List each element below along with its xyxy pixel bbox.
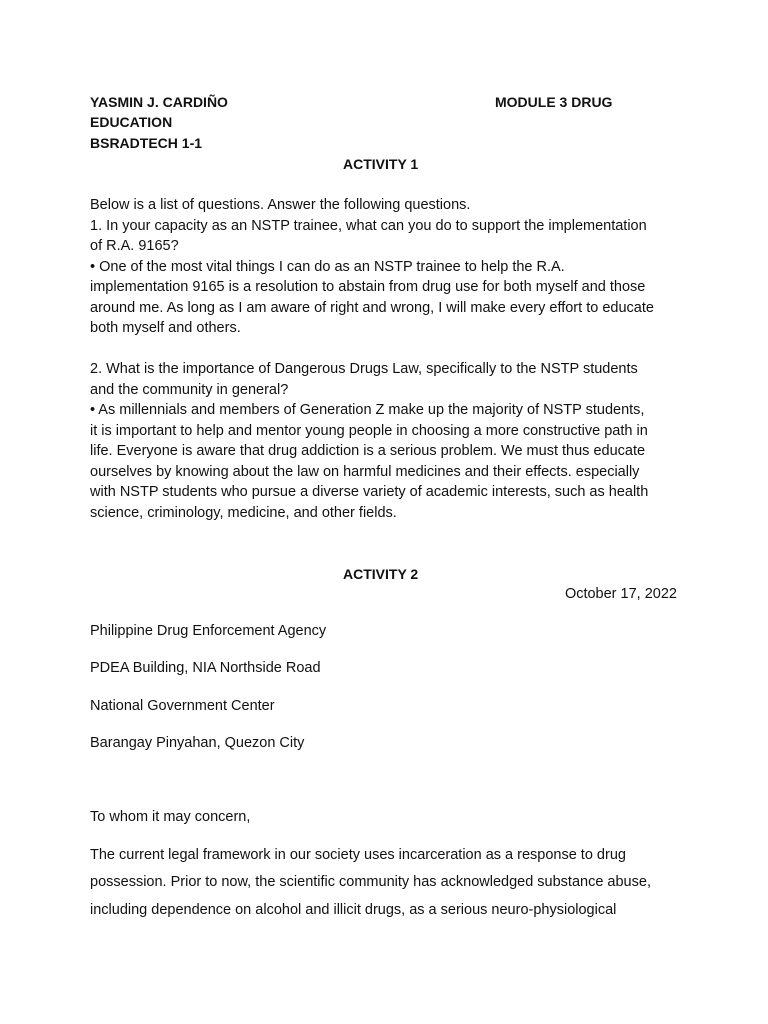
activity-1-title: ACTIVITY 1 xyxy=(343,156,419,172)
recipient-address-line-4: Barangay Pinyahan, Quezon City xyxy=(90,735,305,751)
letter-body-line-1: The current legal framework in our society uses incarceration as a response to drug xyxy=(90,847,626,863)
recipient-address-line-3: National Government Center xyxy=(90,698,275,714)
module-title-continued: EDUCATION xyxy=(90,114,173,130)
letter-body-line-3: including dependence on alcohol and illicit drugs, as a serious neuro-physiological xyxy=(90,902,617,918)
letter-salutation: To whom it may concern, xyxy=(90,809,251,825)
recipient-address-line-2: PDEA Building, NIA Northside Road xyxy=(90,660,321,676)
student-name: YASMIN J. CARDIÑO xyxy=(90,94,228,110)
recipient-address-line-1: Philippine Drug Enforcement Agency xyxy=(90,623,327,639)
answer-1-line-4: both myself and others. xyxy=(90,320,241,336)
answer-2-line-5: with NSTP students who pursue a diverse variety of academic interests, such as health xyxy=(90,484,649,500)
activity-2-title: ACTIVITY 2 xyxy=(343,566,419,582)
question-2-line-2: and the community in general? xyxy=(90,382,289,398)
course-section: BSRADTECH 1-1 xyxy=(90,135,203,151)
question-1-line-2: of R.A. 9165? xyxy=(90,238,179,254)
answer-2-line-6: science, criminology, medicine, and other fields. xyxy=(90,505,397,521)
answer-2-line-2: it is important to help and mentor young people in choosing a more constructive path in xyxy=(90,423,648,439)
answer-2-line-1: • As millennials and members of Generation Z make up the majority of NSTP students, xyxy=(90,402,645,418)
answer-2-line-3: life. Everyone is aware that drug addiction is a serious problem. We must thus educate xyxy=(90,443,646,459)
answer-2-line-4: ourselves by knowing about the law on harmful medicines and their effects. especially xyxy=(90,464,640,480)
module-title: MODULE 3 DRUG xyxy=(495,94,613,110)
question-1-line-1: 1. In your capacity as an NSTP trainee, what can you do to support the implementation xyxy=(90,218,647,234)
question-2-line-1: 2. What is the importance of Dangerous Drugs Law, specifically to the NSTP students xyxy=(90,361,638,377)
letter-date: October 17, 2022 xyxy=(564,586,677,602)
answer-1-line-3: around me. As long as I am aware of right and wrong, I will make every effort to educate xyxy=(90,300,654,316)
letter-body-line-2: possession. Prior to now, the scientific community has acknowledged substance abuse, xyxy=(90,874,651,890)
activity-1-instruction: Below is a list of questions. Answer the following questions. xyxy=(90,197,471,213)
answer-1-line-2: implementation 9165 is a resolution to abstain from drug use for both myself and those xyxy=(90,279,646,295)
answer-1-line-1: • One of the most vital things I can do as an NSTP trainee to help the R.A. xyxy=(90,259,565,275)
